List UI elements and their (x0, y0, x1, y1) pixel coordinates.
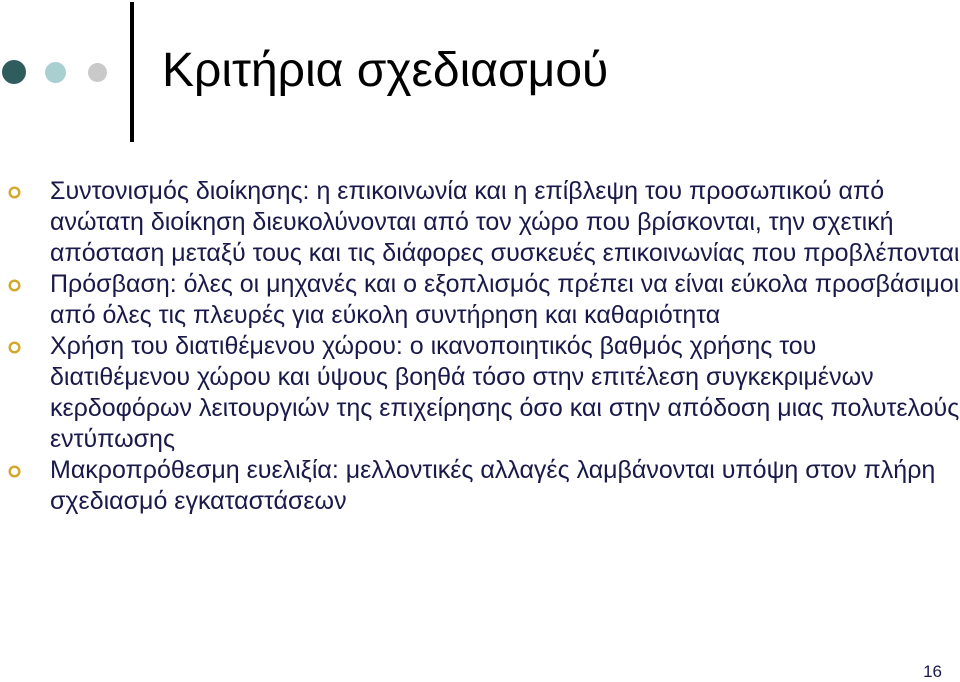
dark-teal-dot-icon (2, 60, 26, 84)
page-number: 16 (923, 662, 942, 681)
bullet-text: Πρόσβαση: όλες οι μηχανές και ο εξοπλισμός πρέπει να είναι εύκολα προσβάσιμοι από όλες τις πλευρές για εύκολη συντήρηση και καθαριότητα (50, 270, 960, 329)
bullet-text: Χρήση του διατιθέμενου χώρου: ο ικανοποιητικός βαθμός χρήσης του διατιθέμενου χώρου και ύψους βοηθά τόσο στην επιτέλεση συγκεκριμένων κερδοφόρων λειτουργιών της επιχείρησης όσο και στην απόδοση μιας πολυτελούς εντύπωσης (50, 332, 960, 453)
gray-dot-icon (88, 63, 107, 82)
bullet-item (0, 269, 960, 331)
bullet-text: Συντονισμός διοίκησης: η επικοινωνία και η επίβλεψη του προσωπικού από ανώτατη διοίκηση διευκολύνονται από τον χώρο που βρίσκονται, την σχετική απόσταση μεταξύ τους και τις διάφορες συσκευές επικοινωνίας που προβλέπονται (50, 177, 960, 267)
ring-bullet-icon (8, 279, 21, 292)
bullet-item (0, 455, 960, 517)
bullet-list (0, 176, 960, 517)
ring-bullet-icon (8, 341, 21, 354)
light-teal-dot-icon (45, 62, 66, 83)
ring-bullet-icon (8, 465, 21, 478)
bullet-text: Μακροπρόθεσμη ευελιξία: μελλοντικές αλλαγές λαμβάνονται υπόψη στον πλήρη σχεδιασμό εγκαταστάσεων (50, 456, 936, 515)
ring-bullet-icon (8, 186, 21, 199)
bullet-item (0, 331, 960, 455)
slide-title: Κριτήρια σχεδιασμού (162, 44, 609, 97)
title-divider (130, 2, 134, 142)
bullet-item (0, 176, 960, 269)
